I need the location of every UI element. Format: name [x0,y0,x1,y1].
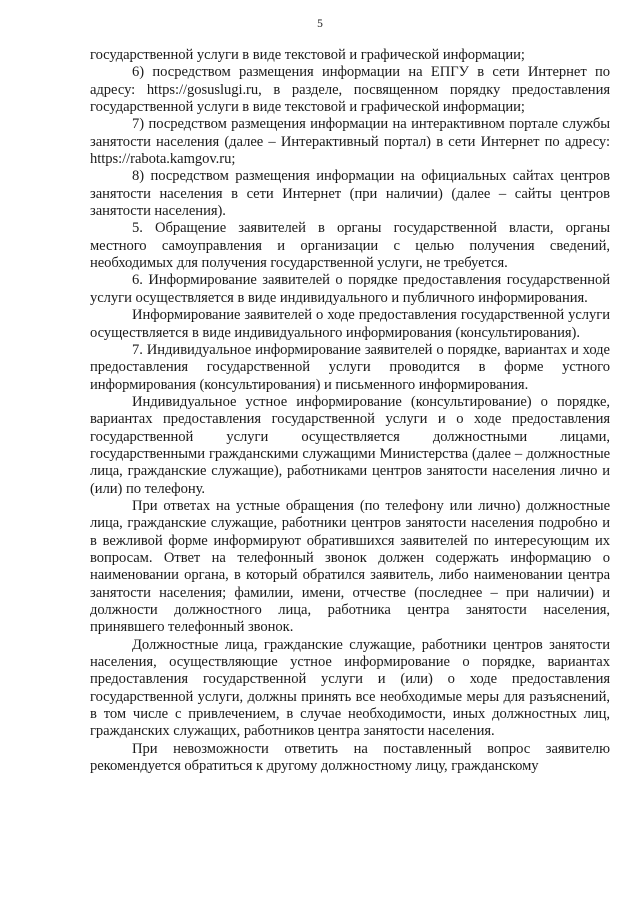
paragraph-clause-7: 7. Индивидуальное информирование заявителей о порядке, вариантах и ходе предоставления государственной услуги проводится в форме устного информирования (консультирования) и письменного информирования. [90,341,610,393]
paragraph-clause-5: 5. Обращение заявителей в органы государственной власти, органы местного самоуправления и организации с целью получения сведений, необходимых для получения государственной услуги, не требуется. [90,220,610,272]
paragraph-officials: Должностные лица, гражданские служащие, работники центров занятости населения, осуществляющие устное информирование о порядке, вариантах предоставления государственной услуги и (или) о ходе предоставления государственной услуги, должны принять все необходимые меры для разъяснений, в том числе с привлечением, в случае необходимости, иных должностных лиц, гражданских служащих, работников центра занятости населения. [90,636,610,740]
paragraph-clause-6-detail: Информирование заявителей о ходе предоставления государственной услуги осуществляется в виде индивидуального информирования (консультирования). [90,307,610,341]
paragraph-item-6: 6) посредством размещения информации на ЕПГУ в сети Интернет по адресу: https://gosuslugi.ru, в разделе, посвященном порядку предоставления государственной услуги в виде текстовой и графической информации; [90,64,610,116]
paragraph-item-8: 8) посредством размещения информации на официальных сайтах центров занятости населения в сети Интернет (при наличии) (далее – сайты центров занятости населения). [90,168,610,220]
document-body [90,47,610,775]
paragraph-oral-answers: При ответах на устные обращения (по телефону или лично) должностные лица, гражданские служащие, работники центров занятости населения подробно и в вежливой форме информируют обратившихся заявителей по интересующим их вопросам. Ответ на телефонный звонок должен содержать информацию о наименовании органа, в который обратился заявитель, либо наименовании центра занятости населения; фамилии, имени, отчестве (последнее – при наличии) и должности должностного лица, работника центра занятости населения, принявшего телефонный звонок. [90,497,610,636]
paragraph-item-7: 7) посредством размещения информации на интерактивном портале службы занятости населения (далее – Интерактивный портал) в сети Интернет по адресу: https://rabota.kamgov.ru; [90,116,610,168]
paragraph-oral-info: Индивидуальное устное информирование (консультирование) о порядке, вариантах предоставления государственной услуги и о ходе предоставления государственной услуги осуществляется должностными лицами, государственными гражданскими служащими Министерства (далее – должностные лица, гражданские служащие), работниками центров занятости населения лично и (или) по телефону. [90,393,610,497]
paragraph-unable-to-answer: При невозможности ответить на поставленный вопрос заявителю рекомендуется обратиться к другому должностному лицу, гражданскому [90,740,610,775]
page-number: 5 [317,18,323,30]
paragraph-continuation: государственной услуги в виде текстовой и графической информации; [90,47,525,63]
paragraph-clause-6: 6. Информирование заявителей о порядке предоставления государственной услуги осуществляется в виде индивидуального и публичного информирования. [90,272,610,306]
